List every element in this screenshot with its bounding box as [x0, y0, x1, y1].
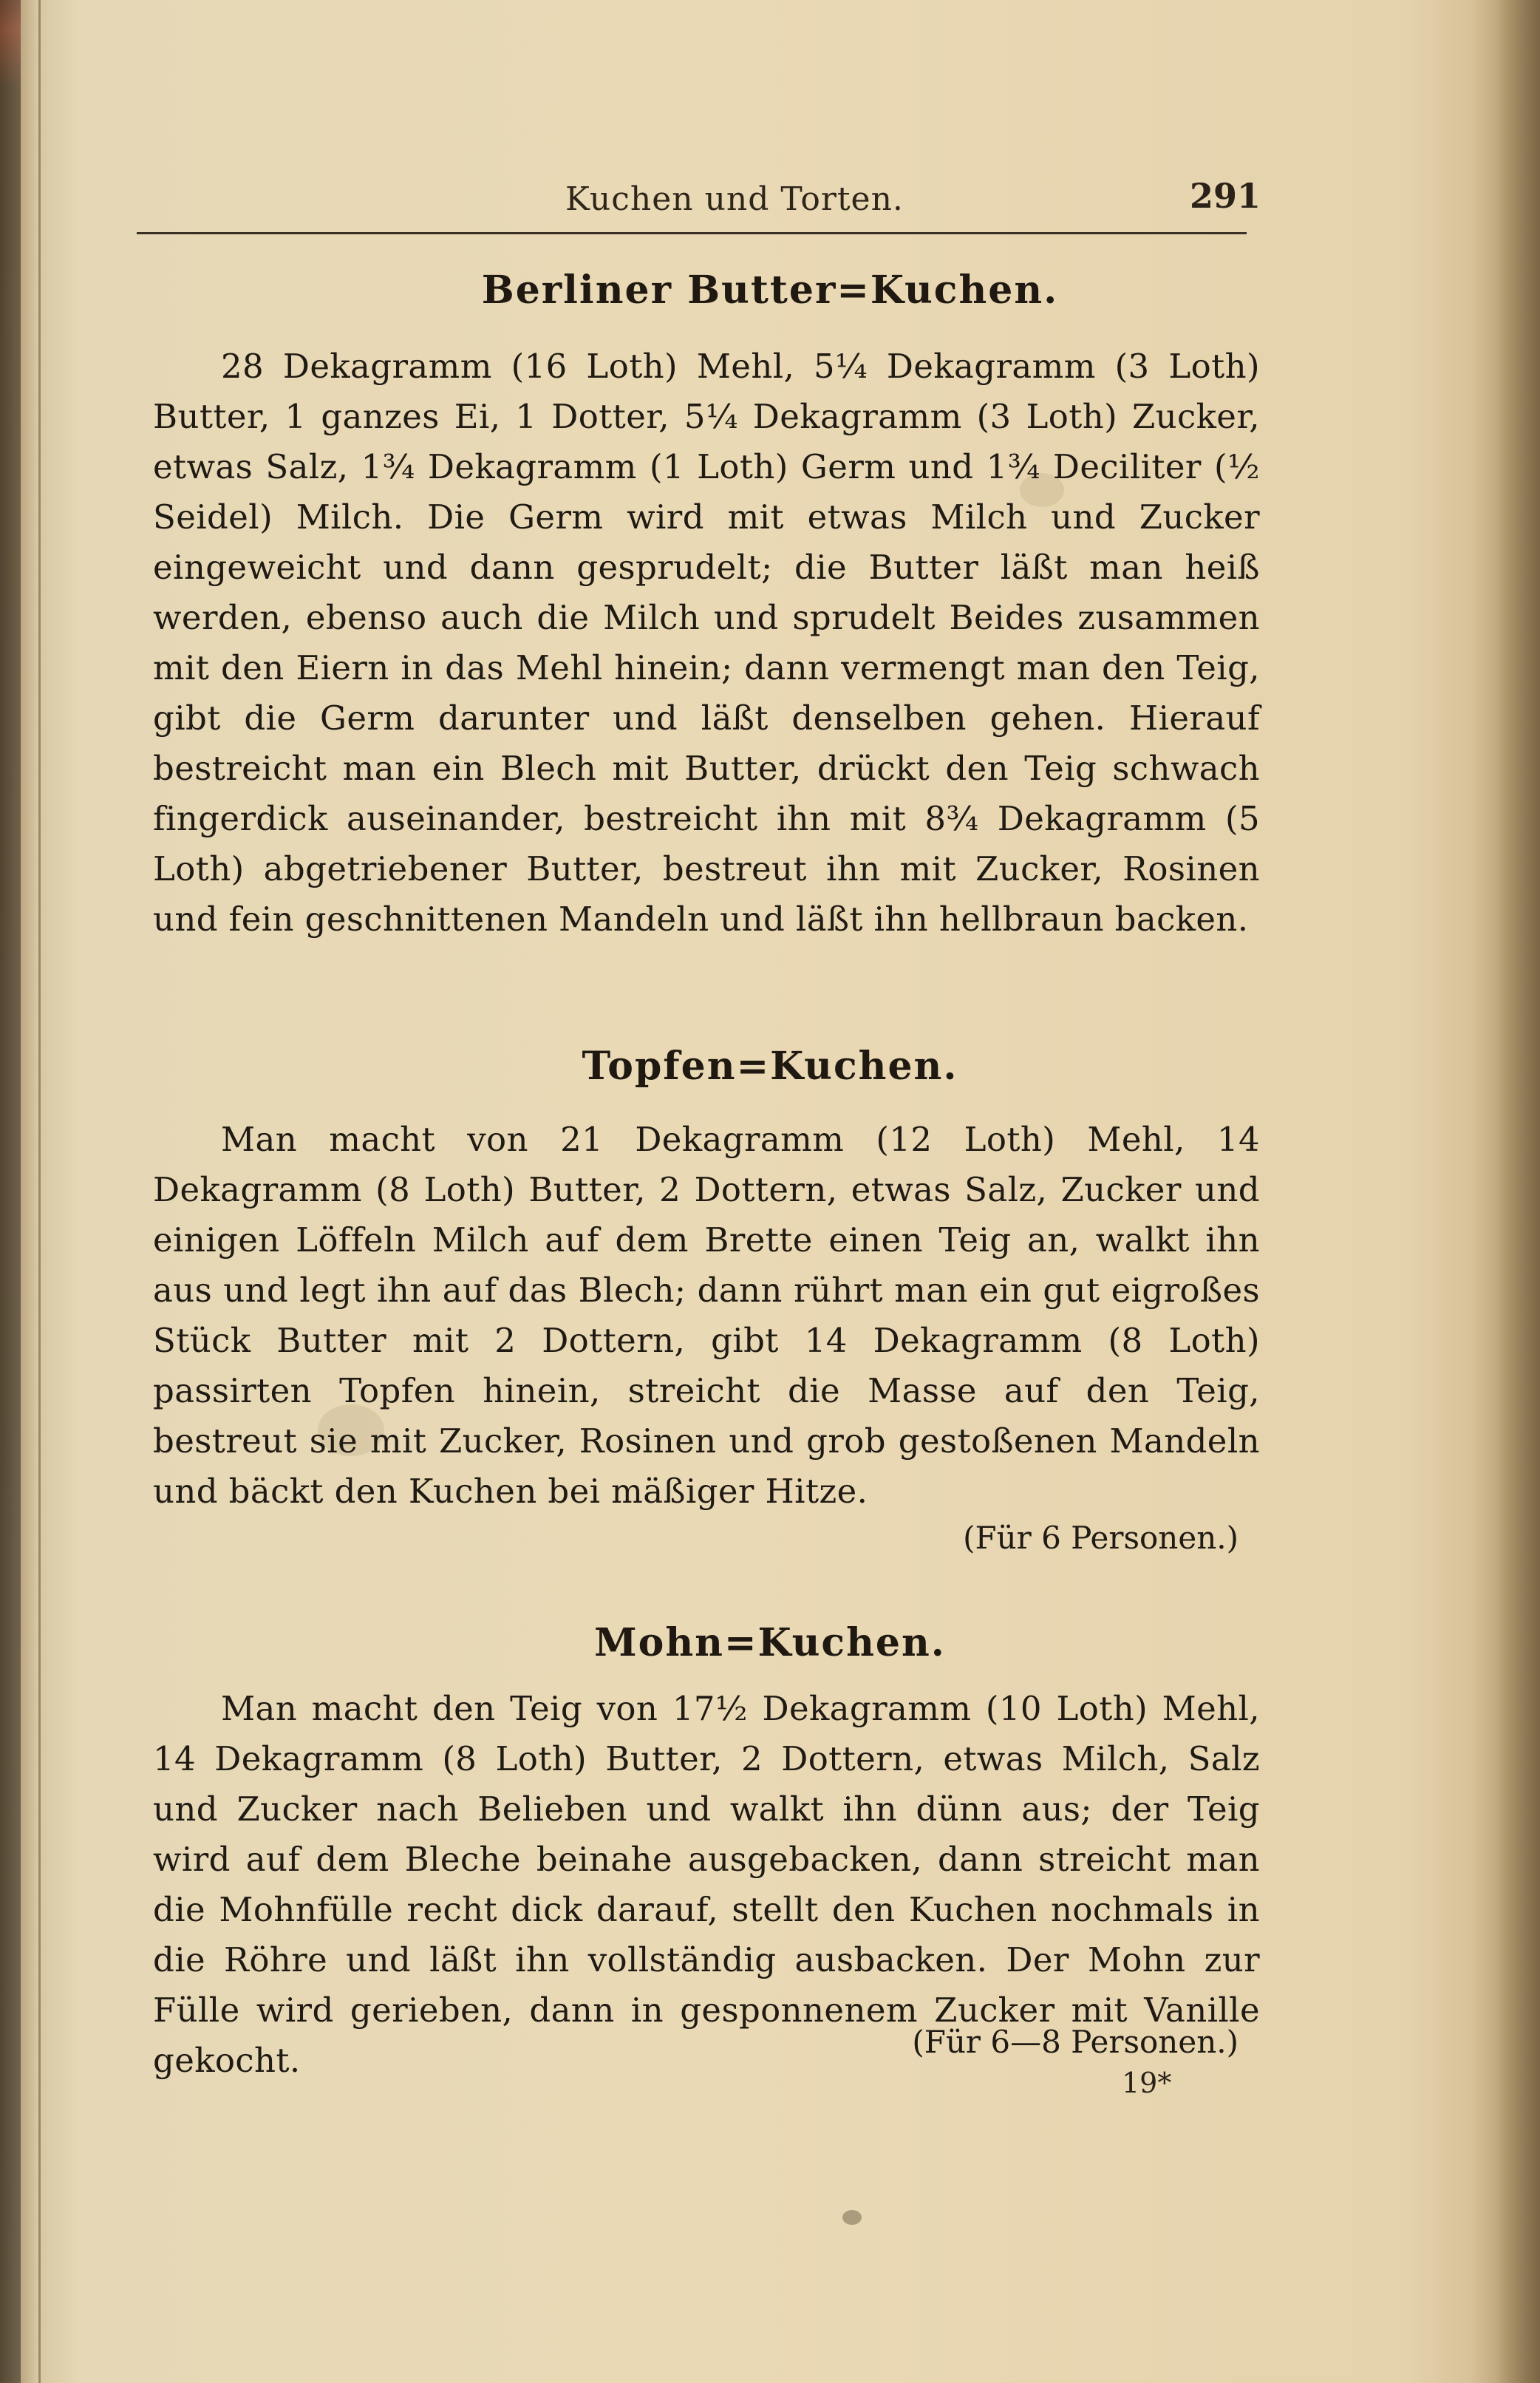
section-title-topfen-kuchen: Topfen=Kuchen.	[582, 1044, 958, 1089]
recipe-text-topfen-kuchen: Man macht von 21 Dekagramm (12 Loth) Mehl, 14 Dekagramm (8 Loth) Butter, 2 Dottern, etwas Salz, Zucker und einigen Löffeln Milch auf dem Brette einen Teig an, walkt ihn aus und legt ihn auf das Blech; dann rührt man ein gut eigroßes Stück Butter mit 2 Dottern, gibt 14 Dekagramm (8 Loth) passirten Topfen hinein, streicht die Masse auf den Teig, bestreut sie mit Zucker, Rosinen und grob gestoßenen Mandeln und bäckt den Kuchen bei mäßiger Hitze.	[153, 1120, 1260, 1511]
servings-note-mohn-kuchen: (Für 6—8 Personen.)	[912, 2024, 1239, 2060]
recipe-text-mohn-kuchen: Man macht den Teig von 17½ Dekagramm (10 Loth) Mehl, 14 Dekagramm (8 Loth) Butter, 2 Dottern, etwas Milch, Salz und Zucker nach Belieben und walkt ihn dünn aus; der Teig wird auf dem Bleche beinahe ausgebacken, dann streicht man die Mohnfülle recht dick darauf, stellt den Kuchen nochmals in die Röhre und läßt ihn vollständig ausbacken. Der Mohn zur Fülle wird gerieben, dann in gesponnenem Zucker mit Vanille gekocht.	[153, 1689, 1260, 2080]
page-edge-shadow	[1496, 0, 1540, 2383]
paper-stain	[842, 2210, 862, 2225]
gutter-line	[38, 0, 41, 2383]
section-title-berliner-butter-kuchen: Berliner Butter=Kuchen.	[481, 268, 1059, 313]
recipe-text-berliner-butter-kuchen: 28 Dekagramm (16 Loth) Mehl, 5¼ Dekagramm (3 Loth) Butter, 1 ganzes Ei, 1 Dotter, 5¼ Dekagramm (3 Loth) Zucker, etwas Salz, 1¾ Dekagramm (1 Loth) Germ und 1¾ Deciliter (½ Seidel) Milch. Die Germ wird mit etwas Milch und Zucker eingeweicht und dann gesprudelt; die Butter läßt man heiß werden, ebenso auch die Milch und sprudelt Beides zusammen mit den Eiern in das Mehl hinein; dann vermengt man den Teig, gibt die Germ darunter und läßt denselben gehen. Hierauf bestreicht man ein Blech mit Butter, drückt den Teig schwach fingerdick auseinander, bestreicht ihn mit 8¾ Dekagramm (5 Loth) abgetriebener Butter, bestreut ihn mit Zucker, Rosinen und fein geschnittenen Mandeln und läßt ihn hellbraun backen.	[153, 347, 1260, 939]
section-title-mohn-kuchen: Mohn=Kuchen.	[594, 1620, 946, 1665]
signature-mark: 19*	[1122, 2067, 1172, 2099]
running-title: Kuchen und Torten.	[565, 180, 904, 218]
page-header	[137, 171, 1261, 231]
servings-note-topfen-kuchen: (Für 6 Personen.)	[963, 1520, 1239, 1556]
binding-edge	[0, 0, 21, 2383]
page-number: 291	[1190, 176, 1261, 216]
header-rule	[137, 232, 1247, 234]
